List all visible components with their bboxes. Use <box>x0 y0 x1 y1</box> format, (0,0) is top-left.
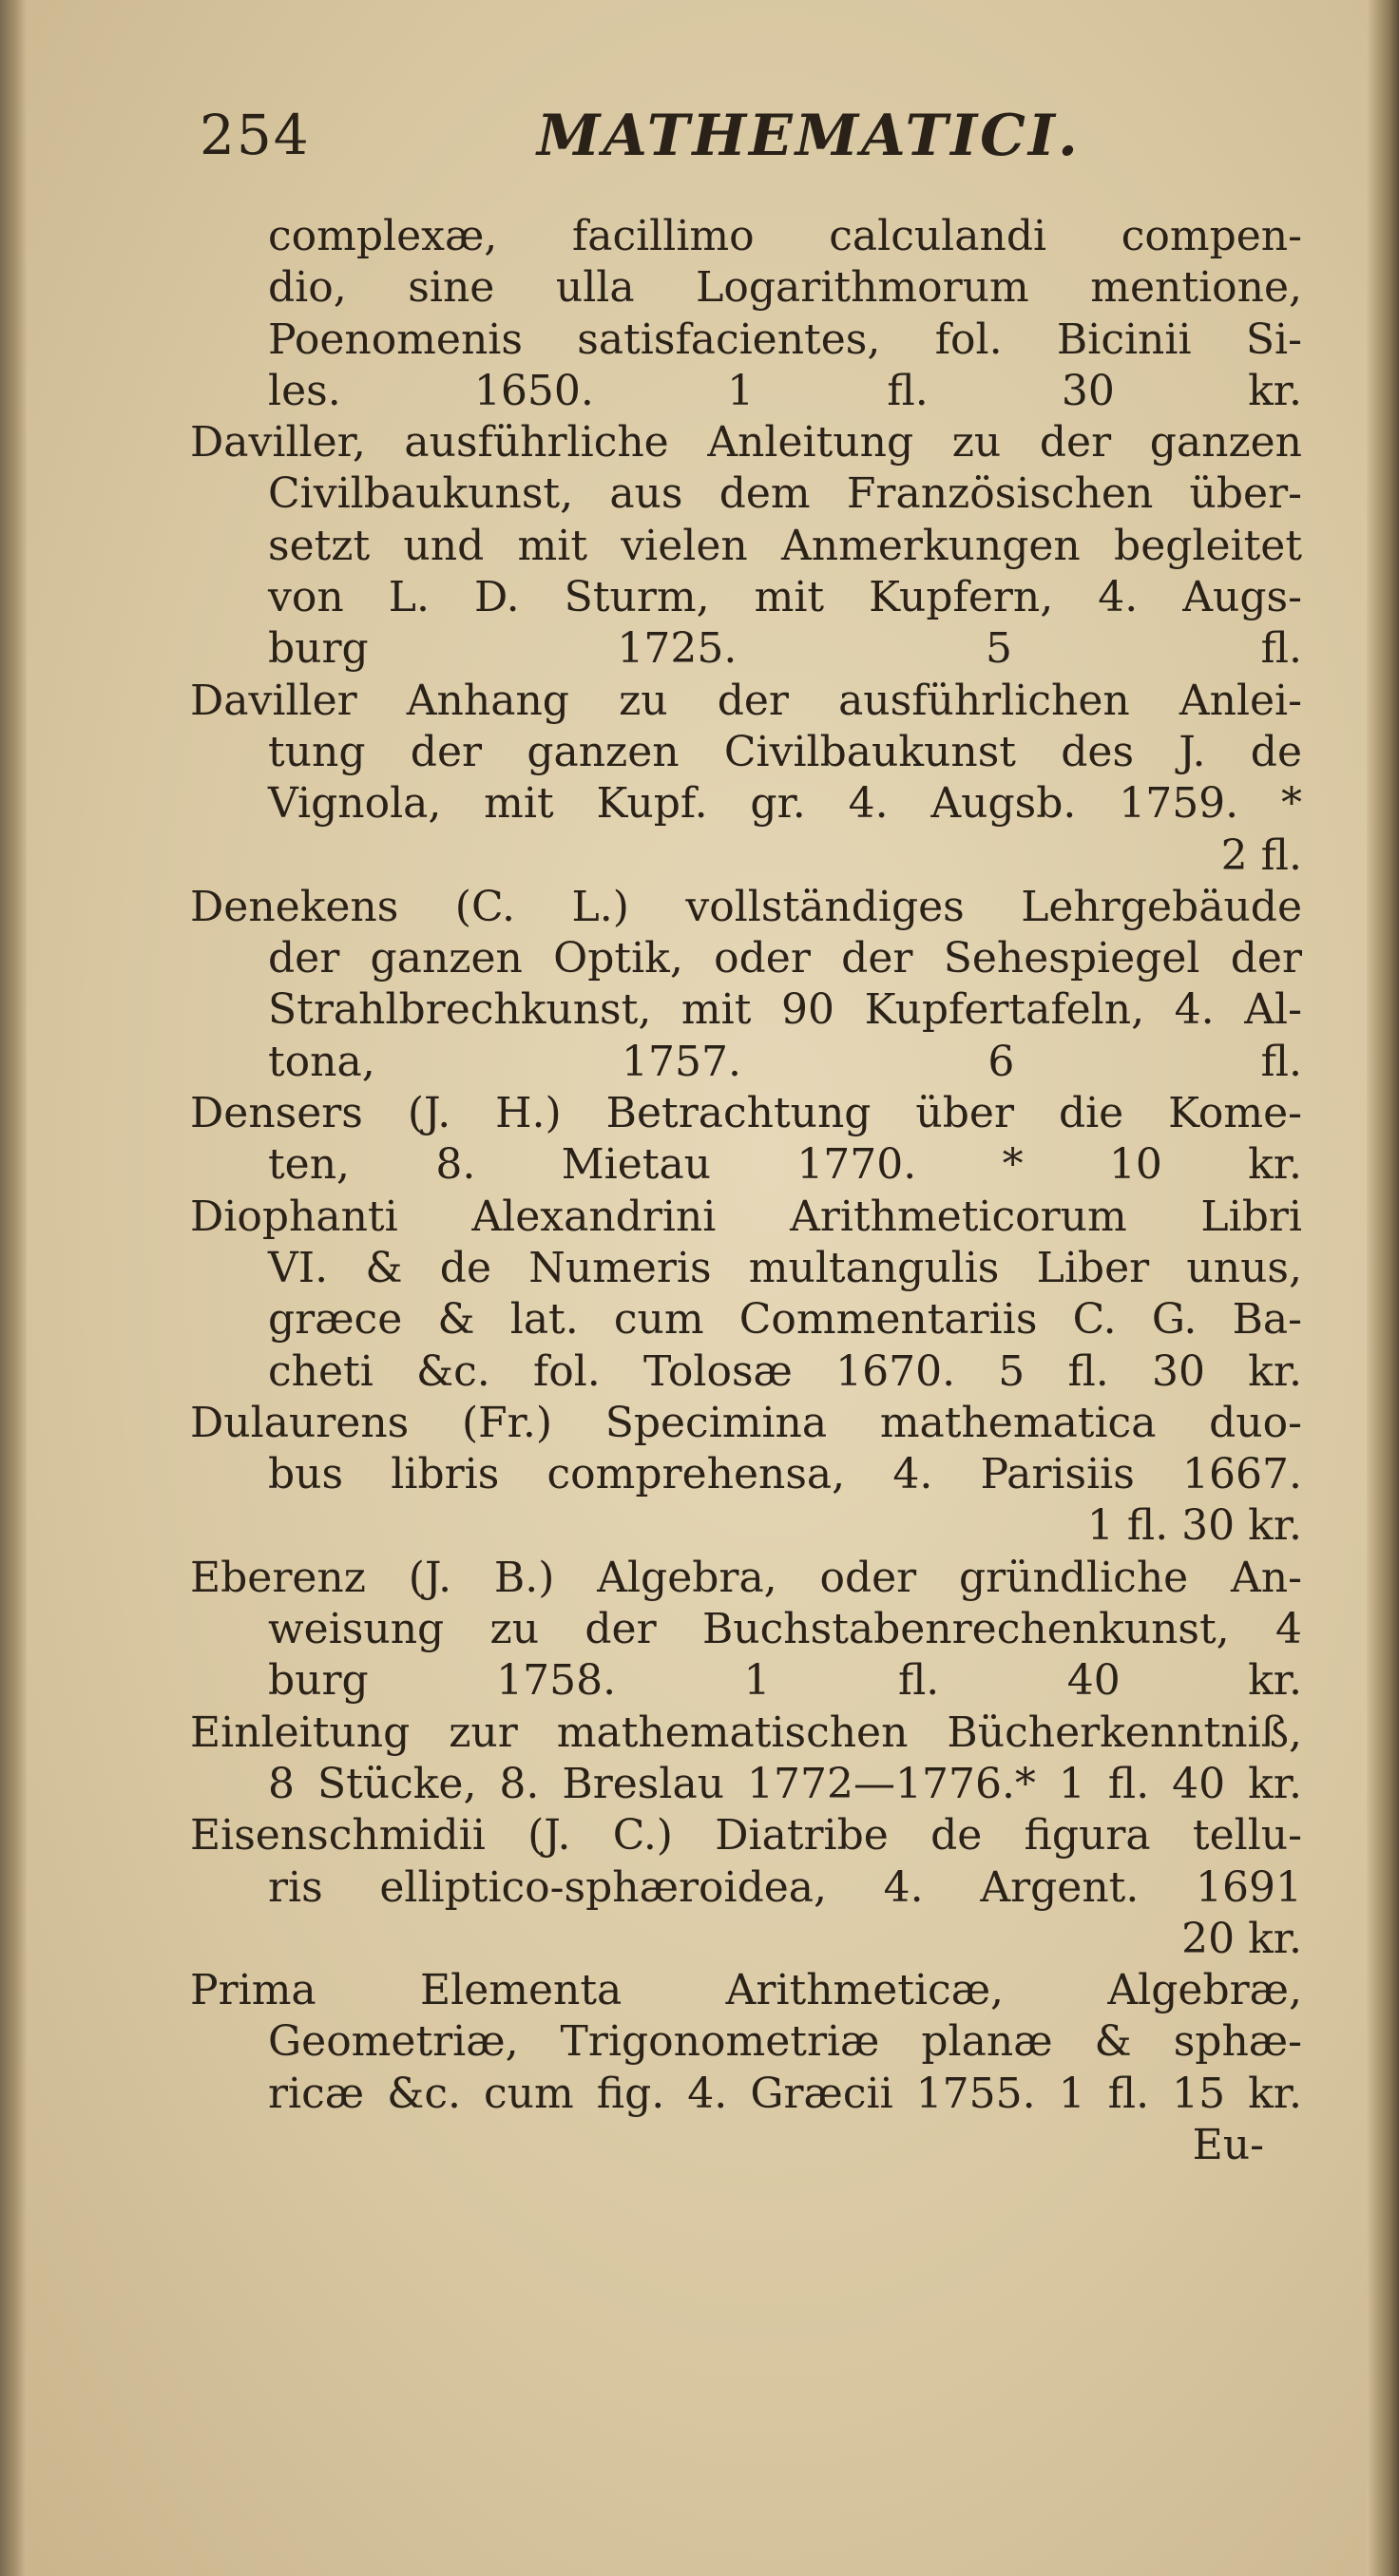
entry-line-continuation: Strahlbrechkunst, mit 90 Kupfertafeln, 4. Al- <box>268 985 1302 1035</box>
entry-line-continuation: weisung zu der Buchstabenrechenkunst, 4 <box>268 1605 1302 1654</box>
entry-line-heading: Diophanti Alexandrini Arithmeticorum Libri <box>190 1192 1302 1241</box>
entry-line-continuation: 1 fl. 30 kr. <box>1086 1501 1302 1551</box>
book-spine-shadow <box>0 0 27 2576</box>
entry-line-heading: Denekens (C. L.) vollständiges Lehrgebäude <box>190 882 1302 931</box>
entry-line-continuation: Geometriæ, Trigonometriæ planæ & sphæ- <box>268 2017 1302 2067</box>
entry-line-continuation: setzt und mit vielen Anmerkungen begleitet <box>268 521 1302 570</box>
entry-line-continuation: complexæ, facillimo calculandi compen- <box>268 212 1302 260</box>
entry-line-continuation: græce & lat. cum Commentariis C. G. Ba- <box>268 1295 1302 1345</box>
catalogue-entries <box>190 211 1302 2171</box>
entry-line-continuation: Poenomenis satisfacientes, fol. Bicinii Si- <box>268 315 1302 364</box>
entry-line-heading: Dulaurens (Fr.) Specimina mathematica duo- <box>190 1398 1302 1447</box>
entry-line-heading: Eberenz (J. B.) Algebra, oder gründliche An- <box>190 1553 1302 1602</box>
running-title: MATHEMATICI. <box>537 103 1081 169</box>
catchword: Eu- <box>1192 2120 1264 2169</box>
entry-line-continuation: ricæ &c. cum fig. 4. Græcii 1755. 1 fl. 15 kr. <box>268 2069 1302 2118</box>
entry-line-heading: Densers (J. H.) Betrachtung über die Kome- <box>190 1089 1302 1138</box>
entry-line-continuation: 8 Stücke, 8. Breslau 1772—1776.* 1 fl. 40 kr. <box>268 1759 1302 1808</box>
entry-line-continuation: tung der ganzen Civilbaukunst des J. de <box>268 727 1302 776</box>
entry-line-continuation: tona, 1757. 6 fl. <box>268 1037 1302 1086</box>
entry-line-heading: Prima Elementa Arithmeticæ, Algebræ, <box>190 1966 1302 2015</box>
page-edge-shadow <box>1367 0 1399 2576</box>
page-header <box>200 103 1264 179</box>
entry-line-heading: Daviller, ausführliche Anleitung zu der ganzen <box>190 418 1302 467</box>
entry-line-continuation: cheti &c. fol. Tolosæ 1670. 5 fl. 30 kr. <box>268 1346 1302 1396</box>
entry-line-heading: Daviller Anhang zu der ausführlichen Anlei- <box>190 676 1302 725</box>
entry-line-continuation: ris elliptico-sphæroidea, 4. Argent. 1691 <box>268 1862 1302 1912</box>
entry-line-continuation: Vignola, mit Kupf. gr. 4. Augsb. 1759. * <box>268 779 1302 829</box>
entry-line-heading: Einleitung zur mathematischen Bücherkenntniß, <box>190 1708 1302 1757</box>
entry-line-continuation: 2 fl. <box>1220 830 1302 880</box>
page-number: 254 <box>200 103 311 167</box>
entry-line-continuation: les. 1650. 1 fl. 30 kr. <box>268 366 1302 415</box>
entry-line-continuation: ten, 8. Mietau 1770. * 10 kr. <box>268 1140 1302 1190</box>
entry-line-continuation: burg 1725. 5 fl. <box>268 624 1302 674</box>
entry-line-continuation: Civilbaukunst, aus dem Französischen über- <box>268 469 1302 519</box>
entry-line-continuation: der ganzen Optik, oder der Sehespiegel der <box>268 934 1302 983</box>
entry-line-continuation: dio, sine ulla Logarithmorum mentione, <box>268 263 1302 313</box>
entry-line-continuation: von L. D. Sturm, mit Kupfern, 4. Augs- <box>268 573 1302 622</box>
entry-line-continuation: bus libris comprehensa, 4. Parisiis 1667. <box>268 1450 1302 1499</box>
entry-line-continuation: burg 1758. 1 fl. 40 kr. <box>268 1656 1302 1706</box>
entry-line-continuation: 20 kr. <box>1181 1914 1302 1963</box>
entry-line-continuation: VI. & de Numeris multangulis Liber unus, <box>268 1243 1302 1292</box>
entry-line-heading: Eisenschmidii (J. C.) Diatribe de figura tellu- <box>190 1811 1302 1860</box>
